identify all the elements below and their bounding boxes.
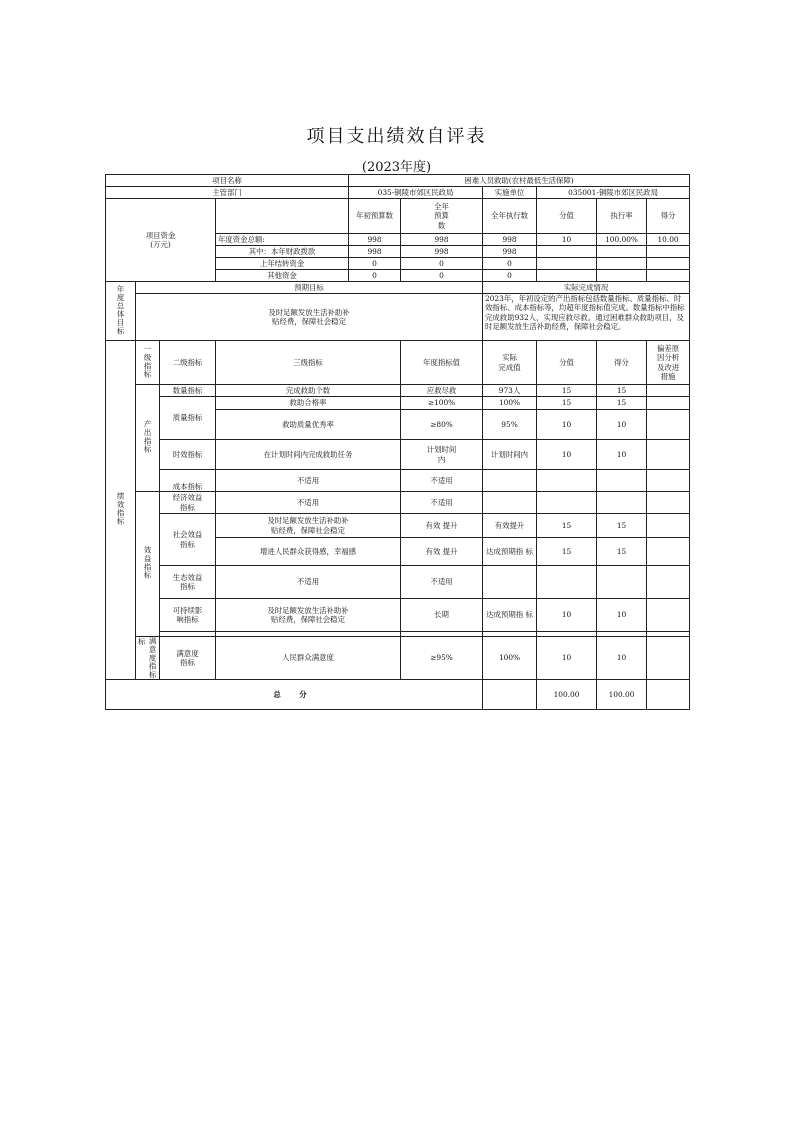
row-score-value bbox=[537, 492, 597, 514]
row-target: 应救尽救 bbox=[401, 385, 483, 397]
row-l3: 救助合格率 bbox=[216, 397, 401, 410]
row-reason bbox=[647, 538, 690, 566]
funds-row-label: 其他资金 bbox=[216, 270, 349, 282]
goals-expected-header: 预期目标 bbox=[136, 282, 483, 294]
row-actual: 有效提升 bbox=[483, 514, 537, 538]
h-score-value: 分值 bbox=[537, 341, 597, 385]
row-score-value: 15 bbox=[537, 397, 597, 410]
row-score-value bbox=[537, 470, 597, 492]
row-reason bbox=[647, 410, 690, 440]
page-year: (2023年度) bbox=[361, 160, 432, 175]
row-actual bbox=[483, 492, 537, 514]
funds-score bbox=[647, 270, 690, 282]
group-satisfaction-cell bbox=[136, 637, 160, 680]
funds-annual: 998 bbox=[401, 234, 483, 246]
row-l3: 救助质量优秀率 bbox=[216, 410, 401, 440]
row-reason bbox=[647, 470, 690, 492]
row-actual: 达成预期指 标 bbox=[483, 599, 537, 632]
funds-col-exec: 全年执行数 bbox=[483, 199, 537, 234]
funds-exec: 0 bbox=[483, 258, 537, 270]
row-l3: 及时足额发放生活补助补 贴经费，保障社会稳定 bbox=[216, 599, 401, 632]
funds-col-exec-rate: 执行率 bbox=[597, 199, 647, 234]
row-actual: 计划时间内 bbox=[483, 440, 537, 470]
row-l3: 人民群众满意度 bbox=[216, 637, 401, 680]
row-actual: 100% bbox=[483, 637, 537, 680]
total-score-value: 100.00 bbox=[537, 680, 597, 710]
row-l2: 生态效益 指标 bbox=[160, 566, 216, 599]
h-level1-cell bbox=[136, 341, 160, 385]
row-actual: 达成预期指 标 bbox=[483, 538, 537, 566]
goals-actual: 2023年，年初设定的产出指标包括数量指标、质量指标、时效指标、成本指标等，均超年度指标值完成。数量指标中指标完成救助932人，实现应救尽救。通过困难群众救助项目，及时足额发放生活补助经费，保障社会稳定。 bbox=[483, 294, 690, 341]
row-score-value: 15 bbox=[537, 385, 597, 397]
project-name: 困难人员救助(农村最低生活保障) bbox=[349, 175, 690, 187]
funds-label: 项目资金 (万元) bbox=[106, 199, 216, 282]
row-reason bbox=[647, 440, 690, 470]
row-target: 不适用 bbox=[401, 566, 483, 599]
group-benefit: 效益指标 bbox=[143, 546, 153, 580]
funds-score: 10.00 bbox=[647, 234, 690, 246]
row-l3: 增进人民群众获得感，幸福感 bbox=[216, 538, 401, 566]
row-target: 长期 bbox=[401, 599, 483, 632]
row-l2: 质量指标 bbox=[160, 397, 216, 440]
row-score: 15 bbox=[597, 385, 647, 397]
row-l3: 不适用 bbox=[216, 470, 401, 492]
row-l2: 经济效益 指标 bbox=[160, 492, 216, 514]
row-actual: 95% bbox=[483, 410, 537, 440]
goals-expected: 及时足额发放生活补助补 贴经费，保障社会稳定 bbox=[136, 294, 483, 341]
row-target: ≥95% bbox=[401, 637, 483, 680]
row-reason bbox=[647, 492, 690, 514]
row-l3: 不适用 bbox=[216, 566, 401, 599]
page-title: 项目支出绩效自评表 bbox=[306, 126, 487, 147]
row-score bbox=[597, 470, 647, 492]
row-reason bbox=[647, 566, 690, 599]
dept-label: 主管部门 bbox=[106, 187, 349, 199]
goals-label: 年度总体目标 bbox=[116, 284, 126, 336]
row-l2: 社会效益 指标 bbox=[160, 514, 216, 566]
row-reason bbox=[647, 514, 690, 538]
funds-row-label: 上年结转资金 bbox=[216, 258, 349, 270]
row-actual bbox=[483, 566, 537, 599]
row-score-value bbox=[537, 566, 597, 599]
impl-value: 035001-铜陵市郊区民政局 bbox=[537, 187, 690, 199]
row-actual: 100% bbox=[483, 397, 537, 410]
funds-score-value bbox=[537, 270, 597, 282]
funds-col-initial: 年初预算数 bbox=[349, 199, 401, 234]
row-target: 不适用 bbox=[401, 470, 483, 492]
total-actual bbox=[483, 680, 537, 710]
h-reason: 偏差原 因分析 及改进 措施 bbox=[647, 341, 690, 385]
row-l3: 完成救助个数 bbox=[216, 385, 401, 397]
row-l2: 数量指标 bbox=[160, 385, 216, 397]
row-target: 计划时间 内 bbox=[401, 440, 483, 470]
perf-label-cell bbox=[106, 341, 136, 680]
row-score bbox=[597, 566, 647, 599]
funds-row-label: 其中：本年财政拨款 bbox=[216, 246, 349, 258]
perf-label: 绩效指标 bbox=[116, 492, 126, 526]
row-score-value: 15 bbox=[537, 538, 597, 566]
row-score: 10 bbox=[597, 599, 647, 632]
row-l3: 不适用 bbox=[216, 492, 401, 514]
funds-initial: 998 bbox=[349, 234, 401, 246]
h-level1: 一级指标 bbox=[143, 344, 153, 379]
row-score: 10 bbox=[597, 440, 647, 470]
row-reason bbox=[647, 637, 690, 680]
row-l2: 成本指标 bbox=[160, 470, 216, 492]
row-score-value: 10 bbox=[537, 410, 597, 440]
row-actual: 973人 bbox=[483, 385, 537, 397]
row-actual bbox=[483, 470, 537, 492]
impl-label: 实施单位 bbox=[483, 187, 537, 199]
row-target: 不适用 bbox=[401, 492, 483, 514]
funds-score-value bbox=[537, 246, 597, 258]
funds-score-value: 10 bbox=[537, 234, 597, 246]
h-level2: 二级指标 bbox=[160, 341, 216, 385]
goals-actual-header: 实际完成情况 bbox=[483, 282, 690, 294]
funds-score bbox=[647, 258, 690, 270]
row-score: 10 bbox=[597, 410, 647, 440]
row-target: 有效 提升 bbox=[401, 538, 483, 566]
h-target: 年度指标值 bbox=[401, 341, 483, 385]
funds-score bbox=[647, 246, 690, 258]
funds-exec: 998 bbox=[483, 234, 537, 246]
total-reason bbox=[647, 680, 690, 710]
row-score: 15 bbox=[597, 514, 647, 538]
funds-annual: 0 bbox=[401, 258, 483, 270]
funds-exec-rate: 100.00% bbox=[597, 234, 647, 246]
row-score-value: 10 bbox=[537, 599, 597, 632]
h-score: 得分 bbox=[597, 341, 647, 385]
row-score-value: 10 bbox=[537, 637, 597, 680]
group-output-cell bbox=[136, 385, 160, 492]
row-score: 10 bbox=[597, 637, 647, 680]
funds-header-blank bbox=[216, 199, 349, 234]
funds-initial: 0 bbox=[349, 270, 401, 282]
funds-exec-rate bbox=[597, 258, 647, 270]
row-score bbox=[597, 492, 647, 514]
total-label: 总 分 bbox=[106, 680, 483, 710]
funds-row-label: 年度资金总额: bbox=[216, 234, 349, 246]
row-l2: 可持续影 响指标 bbox=[160, 599, 216, 632]
row-reason bbox=[647, 385, 690, 397]
goals-label-cell bbox=[106, 282, 136, 341]
funds-exec-rate bbox=[597, 270, 647, 282]
funds-col-score: 得分 bbox=[647, 199, 690, 234]
funds-annual: 0 bbox=[401, 270, 483, 282]
dept-value: 035-铜陵市郊区民政局 bbox=[349, 187, 483, 199]
funds-exec: 0 bbox=[483, 270, 537, 282]
funds-exec: 998 bbox=[483, 246, 537, 258]
funds-initial: 998 bbox=[349, 246, 401, 258]
row-l3: 在计划时间内完成救助任务 bbox=[216, 440, 401, 470]
row-score: 15 bbox=[597, 538, 647, 566]
h-level3: 三级指标 bbox=[216, 341, 401, 385]
row-l2: 满意度 指标 bbox=[160, 637, 216, 680]
h-actual: 实际 完成值 bbox=[483, 341, 537, 385]
row-target: ≥100% bbox=[401, 397, 483, 410]
funds-exec-rate bbox=[597, 246, 647, 258]
row-target: ≥80% bbox=[401, 410, 483, 440]
group-satisfaction: 满意度指标 bbox=[148, 637, 158, 679]
row-l2: 时效指标 bbox=[160, 440, 216, 470]
funds-score-value bbox=[537, 258, 597, 270]
project-name-label: 项目名称 bbox=[106, 175, 349, 187]
total-score: 100.00 bbox=[597, 680, 647, 710]
row-score-value: 15 bbox=[537, 514, 597, 538]
group-benefit-cell bbox=[136, 492, 160, 637]
group-satisfaction-prefix: 标 bbox=[138, 637, 146, 646]
funds-col-score-value: 分值 bbox=[537, 199, 597, 234]
row-reason bbox=[647, 397, 690, 410]
row-l3: 及时足额发放生活补助补 贴经费，保障社会稳定 bbox=[216, 514, 401, 538]
funds-annual: 998 bbox=[401, 246, 483, 258]
group-output: 产出指标 bbox=[143, 420, 153, 454]
row-reason bbox=[647, 599, 690, 632]
row-score: 15 bbox=[597, 397, 647, 410]
evaluation-table bbox=[105, 174, 690, 710]
row-score-value: 10 bbox=[537, 440, 597, 470]
row-target: 有效 提升 bbox=[401, 514, 483, 538]
funds-col-annual: 全年 预算 数 bbox=[401, 199, 483, 234]
funds-initial: 0 bbox=[349, 258, 401, 270]
